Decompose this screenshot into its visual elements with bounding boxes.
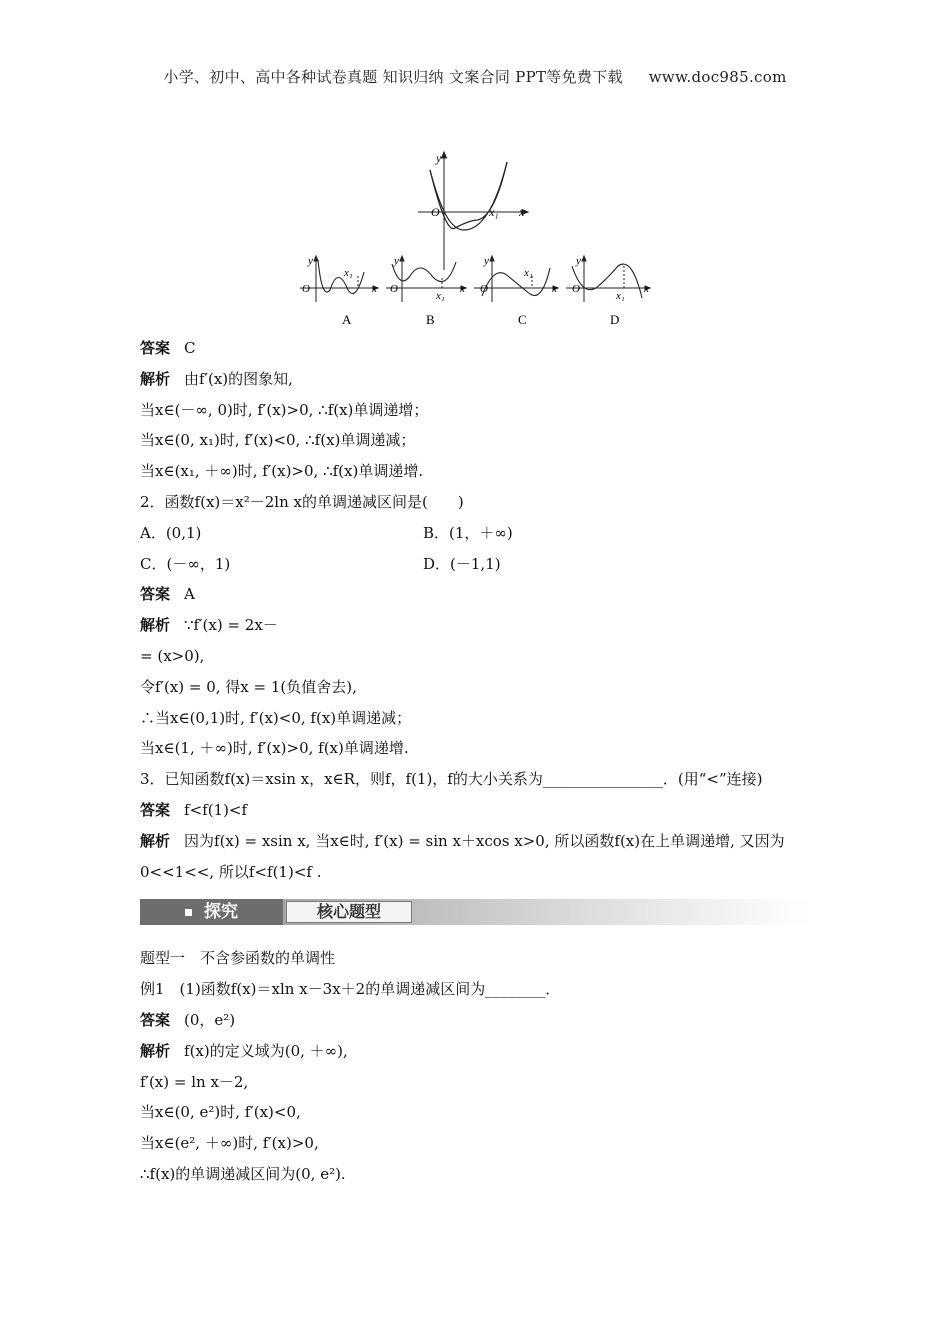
svg-text:y: y bbox=[576, 255, 581, 267]
q2-option-a: A．(0,1) bbox=[140, 523, 202, 542]
svg-text:x₁: x₁ bbox=[616, 290, 625, 302]
main-y-label: y bbox=[436, 151, 442, 165]
q3-analysis: 解析 因为f(x) = xsin x, 当x∈时, f′(x) = sin x＋xcos x>0, 所以函数f(x)在上单调递增, 又因为0<<1<<, 所以f<f(1)<f . bbox=[140, 831, 785, 881]
option-b-label: B bbox=[426, 312, 435, 327]
header-text: 小学、初中、高中各种试卷真题 知识归纳 文案合同 PPT等免费下载 bbox=[163, 68, 623, 86]
svg-text:x₁: x₁ bbox=[524, 267, 533, 279]
q2-stem: 2．函数f(x)＝x²－2ln x的单调递减区间是( ) bbox=[140, 492, 464, 511]
document-body bbox=[140, 333, 810, 1190]
section-banner bbox=[140, 899, 810, 925]
main-x1-label: x₁ bbox=[489, 205, 499, 219]
svg-text:x: x bbox=[552, 283, 557, 295]
q1-analysis-line: 解析 由f′(x)的图象知, bbox=[140, 369, 293, 388]
q2-analysis-line: 当x∈(1, ＋∞)时, f′(x)>0, f(x)单调递增. bbox=[140, 739, 409, 758]
option-d-label: D bbox=[610, 312, 620, 327]
square-bullet-icon bbox=[185, 909, 192, 916]
q2-analysis-line: = (x>0), bbox=[140, 646, 205, 665]
example1-analysis-line: 当x∈(e², ＋∞)时, f′(x)>0, bbox=[140, 1134, 319, 1153]
example1-stem: 例1 (1)函数f(x)＝xln x－3x＋2的单调递减区间为________． bbox=[140, 980, 561, 999]
example1-answer: 答案 (0，e²) bbox=[140, 1010, 236, 1029]
main-origin-label: O bbox=[431, 205, 440, 219]
page-header bbox=[0, 66, 950, 87]
q2-analysis-line: 解析 ∵f′(x) = 2x－ bbox=[140, 616, 278, 635]
example1-analysis-line: 当x∈(0, e²)时, f′(x)<0, bbox=[140, 1103, 301, 1122]
svg-text:x: x bbox=[372, 283, 377, 295]
q2-option-d: D．(－1,1) bbox=[423, 554, 501, 573]
svg-text:O: O bbox=[390, 283, 398, 295]
svg-text:x₁: x₁ bbox=[436, 290, 445, 302]
svg-text:O: O bbox=[572, 283, 580, 295]
q2-analysis-line: ∴当x∈(0,1)时, f′(x)<0, f(x)单调递减； bbox=[140, 708, 412, 727]
derivative-graph-figure bbox=[0, 140, 950, 340]
q2-analysis-line: 令f′(x) = 0, 得x = 1(负值舍去), bbox=[140, 677, 357, 696]
q2-options-row bbox=[140, 518, 810, 549]
example1-analysis-line: 解析 f(x)的定义域为(0, ＋∞), bbox=[140, 1041, 348, 1060]
q3-answer: 答案 f<f(1)<f bbox=[140, 800, 248, 819]
type1-title: 题型一 不含参函数的单调性 bbox=[140, 949, 336, 968]
svg-text:O: O bbox=[480, 283, 488, 295]
svg-text:y: y bbox=[394, 255, 399, 267]
q3-stem: 3．已知函数f(x)＝xsin x，x∈R，则f，f(1)，f的大小关系为________________．(用“<”连接) bbox=[140, 770, 763, 789]
q1-analysis-line: 当x∈(x₁, ＋∞)时, f′(x)>0, ∴f(x)单调递增. bbox=[140, 462, 424, 481]
q1-analysis-line: 当x∈(－∞, 0)时, f′(x)>0, ∴f(x)单调递增； bbox=[140, 400, 429, 419]
header-url: www.doc985.com bbox=[648, 68, 787, 86]
q2-options-row bbox=[140, 549, 810, 580]
option-a-label: A bbox=[342, 312, 352, 327]
q2-option-b: B．(1，＋∞) bbox=[423, 523, 513, 542]
example1-analysis-line: ∴f(x)的单调递减区间为(0, e²). bbox=[140, 1164, 346, 1183]
svg-text:O: O bbox=[302, 283, 310, 295]
q2-answer: 答案 A bbox=[140, 585, 195, 604]
svg-text:x₁: x₁ bbox=[344, 267, 353, 279]
option-c-label: C bbox=[518, 312, 527, 327]
svg-text:y: y bbox=[484, 255, 489, 267]
q1-analysis-line: 当x∈(0, x₁)时, f′(x)<0, ∴f(x)单调递减； bbox=[140, 431, 416, 450]
example1-analysis-line: f′(x) = ln x－2, bbox=[140, 1072, 249, 1091]
q1-answer: 答案 C bbox=[140, 339, 196, 357]
svg-text:x: x bbox=[460, 283, 465, 295]
main-x-label: x bbox=[519, 205, 525, 219]
banner-explore: 探究 bbox=[140, 899, 283, 925]
svg-text:x: x bbox=[644, 283, 649, 295]
banner-core-types: 核心题型 bbox=[286, 901, 412, 923]
q2-option-c: C．(－∞，1) bbox=[140, 554, 231, 573]
svg-text:y: y bbox=[308, 255, 313, 267]
